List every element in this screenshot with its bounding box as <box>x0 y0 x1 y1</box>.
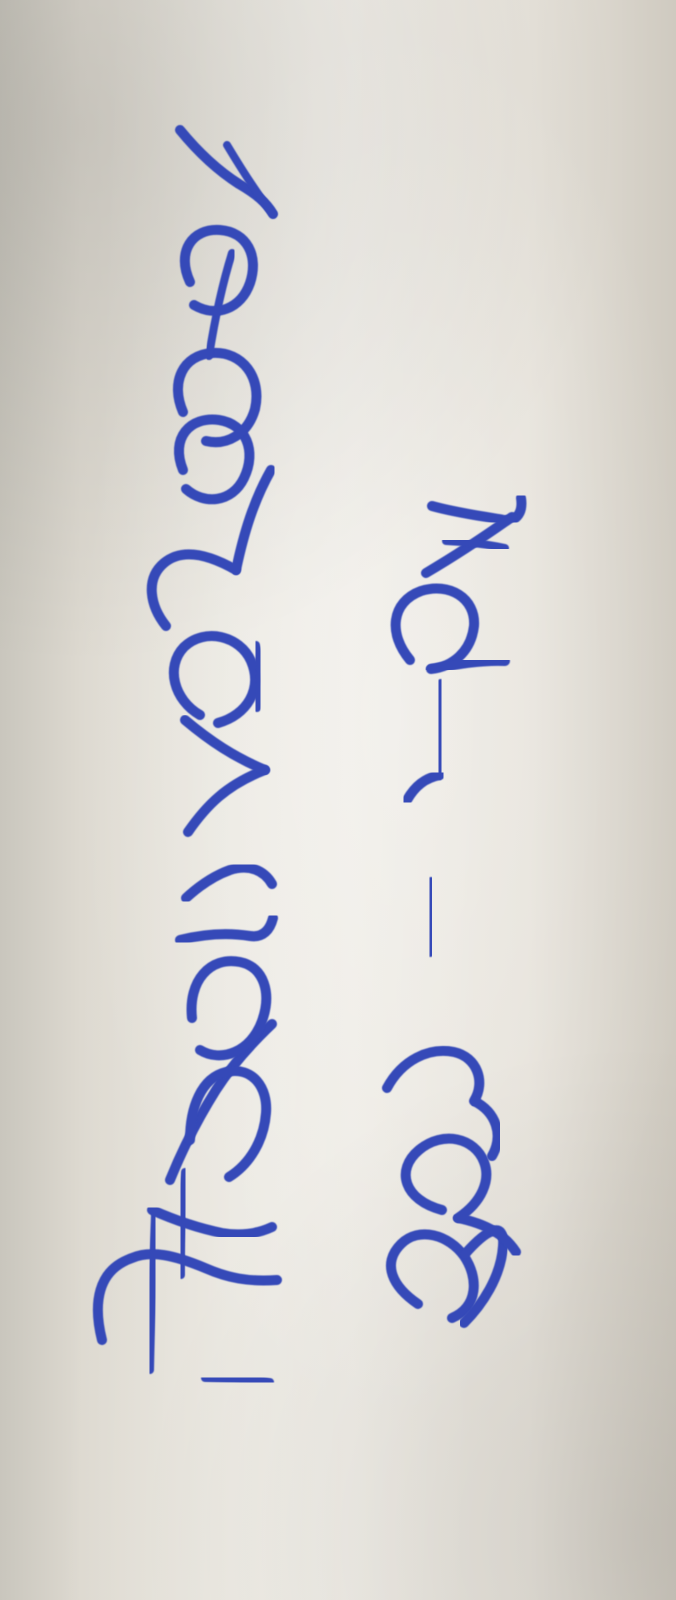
handwritten-letter-y <box>152 554 236 626</box>
handwritten-letter-a-three-tail <box>256 645 260 708</box>
handwritten-digit-one <box>407 775 440 800</box>
handwritten-digit-seven-cross <box>446 541 505 548</box>
handwritten-letter-r-hook <box>186 868 272 898</box>
handwritten-letter-t <box>152 1210 272 1234</box>
handwritten-letter-a-cross <box>150 1215 155 1370</box>
handwritten-dash <box>430 882 432 952</box>
handwritten-digit-three-two <box>387 1051 479 1101</box>
handwritten-letter-t-cross <box>181 1172 185 1275</box>
handwritten-letter-v <box>188 770 265 832</box>
handwritten-digit-two <box>406 1139 487 1218</box>
handwritten-letter-h <box>170 1024 272 1180</box>
handwritten-digit-one-stem <box>439 684 441 775</box>
handwritten-digit-two-second <box>396 588 474 669</box>
handwritten-letter-r <box>180 918 273 940</box>
handwritten-letter-a-main <box>98 1254 277 1340</box>
handwritten-letter-a-three <box>174 636 255 723</box>
handwritten-letter-a-two <box>192 961 267 1055</box>
handwritten-name <box>98 130 277 1382</box>
handwritten-digit-three <box>391 1234 474 1318</box>
handwritten-letter-a-foot <box>205 1378 270 1382</box>
handwritten-digit-two-second-base <box>431 661 505 669</box>
handwritten-letter-v-tail <box>185 720 265 770</box>
handwritten-number <box>387 498 521 1323</box>
